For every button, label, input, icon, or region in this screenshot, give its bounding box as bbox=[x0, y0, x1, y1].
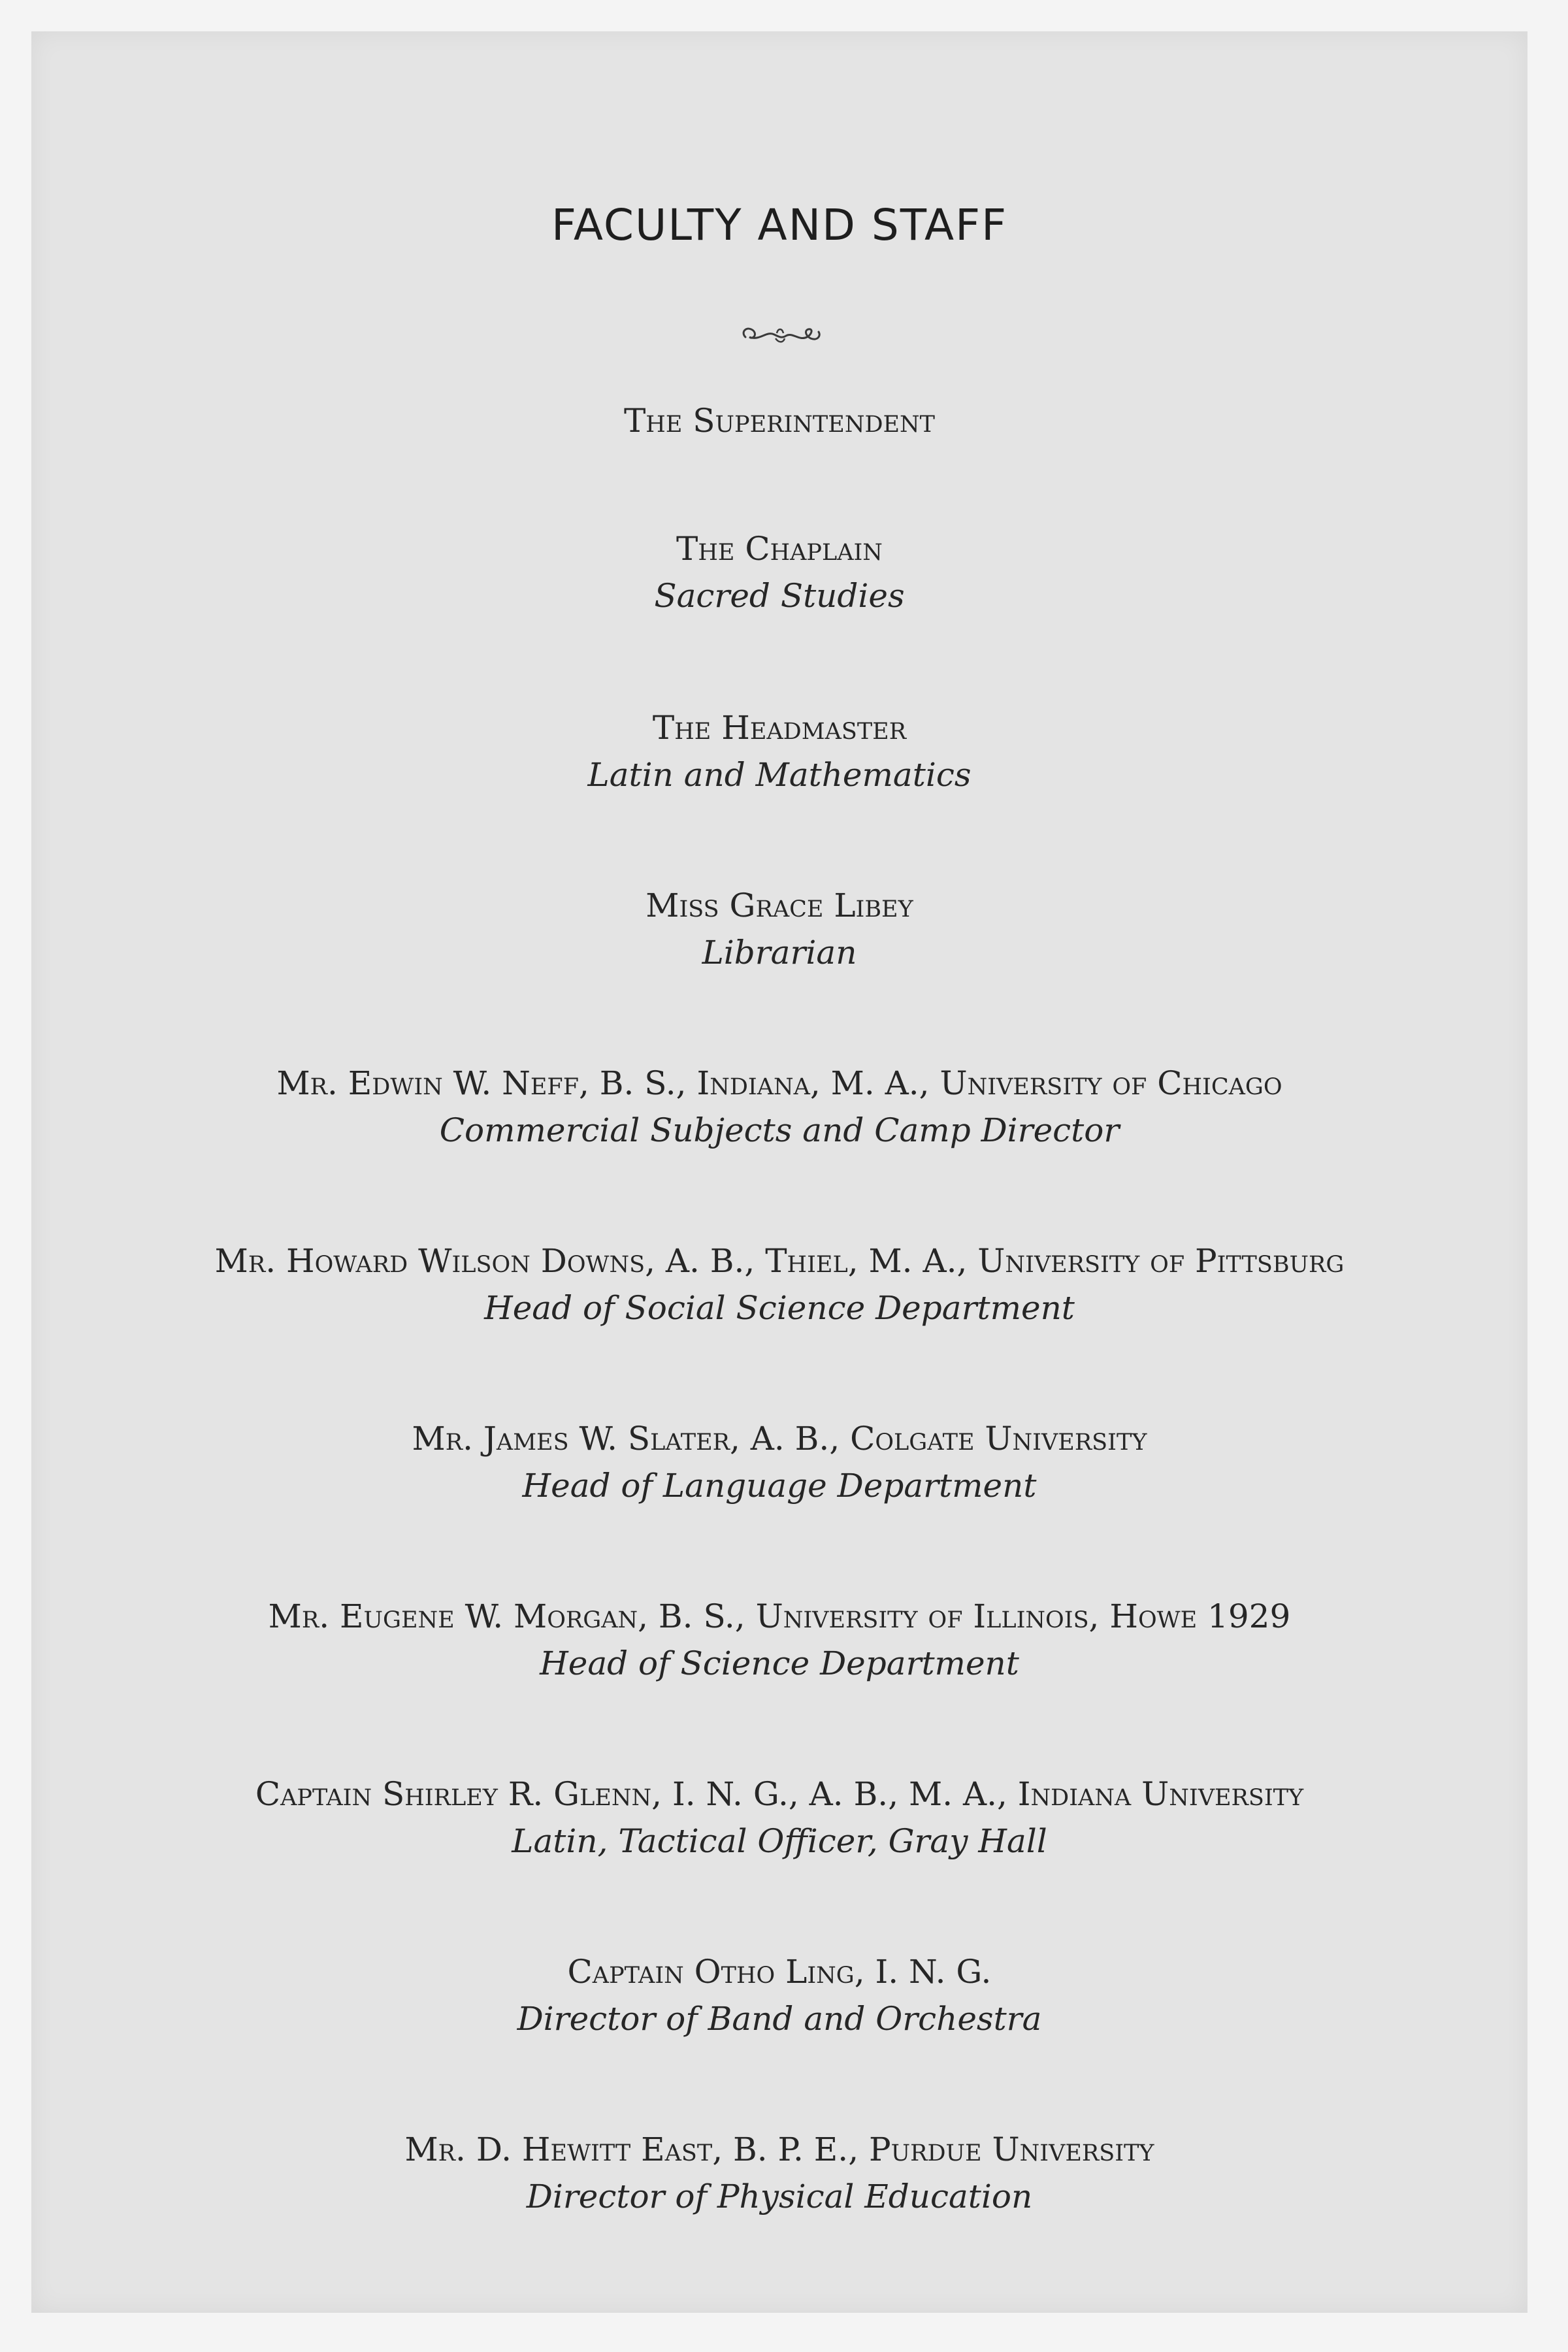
staff-entry-chaplain bbox=[31, 525, 1527, 619]
staff-role: Commercial Subjects and Camp Director bbox=[439, 1111, 1120, 1149]
staff-entry-libey bbox=[31, 882, 1527, 976]
staff-name: Mr. Edwin W. Neff, B. S., Indiana, M. A., University of Chicago bbox=[276, 1064, 1282, 1102]
staff-entry-ling bbox=[31, 1948, 1527, 2042]
staff-name: Captain Otho Ling, I. N. G. bbox=[567, 1953, 992, 1991]
staff-name: The Superintendent bbox=[623, 402, 936, 440]
staff-name: Mr. Howard Wilson Downs, A. B., Thiel, M. A., University of Pittsburg bbox=[214, 1242, 1345, 1280]
document-page bbox=[31, 31, 1527, 2313]
staff-entry-east bbox=[31, 2126, 1527, 2220]
staff-entry-glenn bbox=[31, 1771, 1527, 1865]
staff-entry-morgan bbox=[31, 1593, 1527, 1687]
staff-name: Captain Shirley R. Glenn, I. N. G., A. B., M. A., Indiana University bbox=[255, 1775, 1304, 1813]
staff-entry-neff bbox=[31, 1060, 1527, 1154]
staff-entry-superintendent bbox=[31, 397, 1527, 444]
staff-role: Sacred Studies bbox=[654, 577, 905, 615]
staff-name: Mr. D. Hewitt East, B. P. E., Purdue University bbox=[404, 2131, 1154, 2168]
staff-role: Head of Language Department bbox=[522, 1467, 1037, 1505]
staff-entry-headmaster bbox=[31, 704, 1527, 798]
staff-role: Head of Science Department bbox=[540, 1644, 1019, 1682]
staff-role: Director of Physical Education bbox=[526, 2178, 1033, 2215]
staff-name: The Chaplain bbox=[676, 530, 883, 568]
staff-name: Mr. Eugene W. Morgan, B. S., University of Illinois, Howe 1929 bbox=[268, 1597, 1291, 1635]
staff-name: Mr. James W. Slater, A. B., Colgate University bbox=[412, 1420, 1147, 1458]
scroll-flourish-icon bbox=[734, 319, 825, 351]
staff-name: Miss Grace Libey bbox=[645, 887, 913, 924]
staff-name: The Headmaster bbox=[652, 709, 907, 747]
staff-entry-downs bbox=[31, 1237, 1527, 1331]
staff-role: Head of Social Science Department bbox=[484, 1289, 1075, 1327]
staff-entry-slater bbox=[31, 1415, 1527, 1509]
staff-role: Librarian bbox=[702, 934, 857, 972]
staff-role: Latin and Mathematics bbox=[587, 756, 972, 794]
staff-role: Latin, Tactical Officer, Gray Hall bbox=[512, 1822, 1047, 1860]
staff-role: Director of Band and Orchestra bbox=[517, 2000, 1042, 2038]
page-title: FACULTY AND STAFF bbox=[551, 200, 1008, 250]
